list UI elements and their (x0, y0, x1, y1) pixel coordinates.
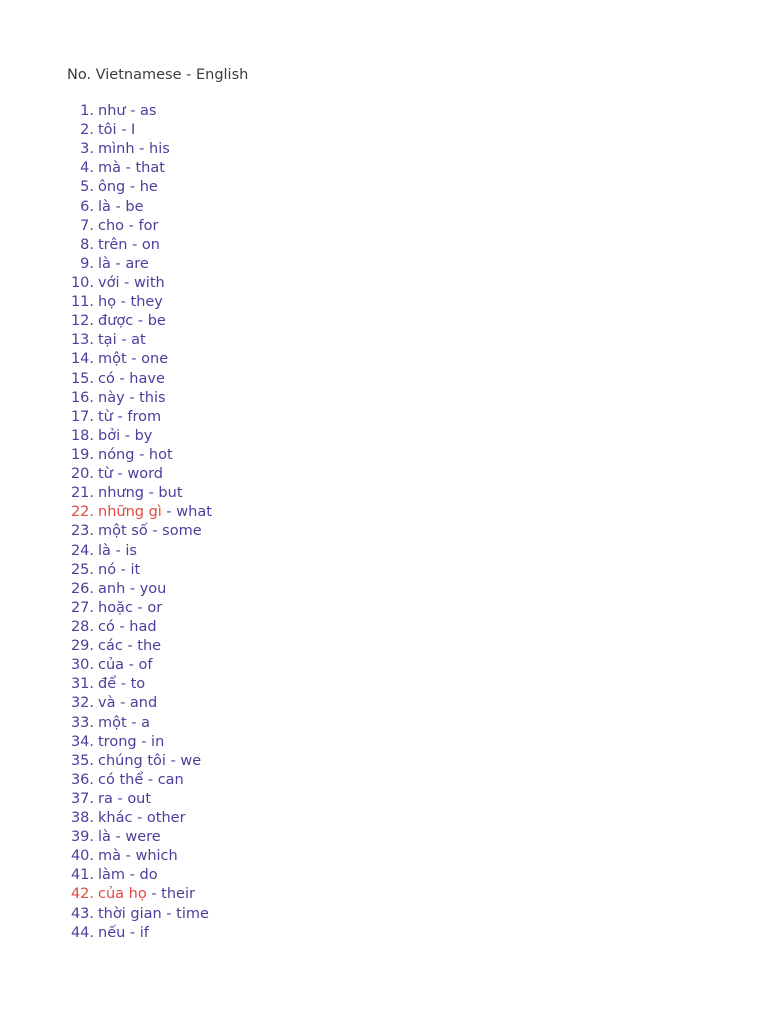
vietnamese-word: nóng (98, 446, 135, 463)
separator: - (120, 695, 126, 712)
separator: - (115, 829, 121, 846)
item-number: 11. (70, 294, 94, 311)
english-word: at (131, 332, 146, 349)
item-number: 32. (70, 695, 94, 712)
item-number: 22. (70, 504, 94, 521)
item-number: 35. (70, 752, 94, 769)
separator: - (117, 408, 123, 425)
separator: - (121, 122, 127, 139)
list-item (0, 446, 212, 465)
separator: - (115, 542, 121, 559)
list-item (0, 866, 212, 885)
vietnamese-word: là (98, 829, 111, 846)
english-word: their (161, 886, 195, 903)
word-list (0, 102, 212, 943)
list-item (0, 255, 212, 274)
item-number: 20. (70, 466, 94, 483)
separator: - (131, 351, 137, 368)
list-item (0, 312, 212, 331)
english-word: word (127, 466, 163, 483)
vietnamese-word: nó (98, 561, 117, 578)
item-number: 36. (70, 771, 94, 788)
list-item (0, 599, 212, 618)
separator: - (129, 580, 136, 597)
item-number: 33. (70, 714, 94, 731)
item-number: 41. (70, 867, 94, 884)
vietnamese-word: mà (98, 848, 122, 865)
item-number: 16. (70, 389, 94, 406)
item-number: 4. (80, 160, 94, 177)
vietnamese-word: khác (98, 810, 133, 827)
vietnamese-word: ông (98, 179, 126, 196)
english-word: were (125, 829, 161, 846)
separator: - (129, 389, 135, 406)
list-item (0, 293, 212, 312)
separator: - (130, 103, 136, 119)
item-number: 39. (70, 829, 94, 846)
item-number: 17. (70, 408, 94, 425)
separator: - (152, 523, 158, 540)
vietnamese-word: những gì (98, 504, 162, 521)
vietnamese-word: một số (98, 523, 148, 540)
list-item (0, 694, 212, 713)
item-number: 30. (70, 657, 94, 674)
english-word: his (149, 141, 170, 158)
separator: - (117, 466, 123, 483)
list-item (0, 809, 212, 828)
english-word: be (147, 313, 166, 330)
item-number: 1. (80, 103, 94, 119)
list-item (0, 331, 212, 350)
english-word: do (139, 867, 158, 884)
english-word: with (133, 274, 165, 291)
vietnamese-word: một (98, 714, 127, 731)
list-item (0, 790, 212, 809)
english-word: be (125, 198, 144, 215)
english-word: of (138, 657, 153, 674)
separator: - (170, 752, 176, 769)
separator: - (120, 294, 126, 311)
item-number: 19. (70, 446, 94, 463)
vietnamese-word: và (98, 695, 116, 712)
vietnamese-word: có (98, 618, 115, 635)
vietnamese-word: trên (98, 236, 128, 253)
item-number: 6. (80, 198, 94, 215)
english-word: which (135, 848, 178, 865)
vietnamese-word: bởi (98, 427, 121, 444)
vietnamese-word: từ (98, 466, 113, 483)
separator: - (166, 905, 172, 922)
separator: - (120, 561, 126, 578)
item-number: 5. (80, 179, 94, 196)
separator: - (137, 313, 144, 330)
list-item (0, 102, 212, 121)
english-word: from (127, 408, 162, 425)
separator: - (128, 657, 134, 674)
item-number: 8. (80, 236, 94, 253)
document-title: No. Vietnamese - English (67, 67, 249, 83)
english-word: what (176, 504, 212, 521)
separator: - (147, 771, 154, 788)
separator: - (124, 427, 130, 444)
item-number: 38. (70, 810, 94, 827)
vietnamese-word: được (98, 313, 134, 330)
vietnamese-word: mà (98, 160, 122, 177)
english-word: out (127, 790, 152, 807)
english-word: it (130, 561, 141, 578)
separator: - (125, 160, 131, 177)
separator: - (119, 370, 125, 387)
item-number: 12. (70, 313, 94, 330)
english-word: we (180, 752, 202, 769)
item-number: 15. (70, 370, 94, 387)
english-word: hot (148, 446, 173, 463)
english-word: as (140, 103, 157, 119)
list-item (0, 370, 212, 389)
english-word: I (131, 122, 136, 139)
list-item (0, 771, 212, 790)
english-word: other (146, 810, 186, 827)
vietnamese-word: chúng tôi (98, 752, 166, 769)
list-item (0, 217, 212, 236)
list-item (0, 733, 212, 752)
list-item (0, 408, 212, 427)
vietnamese-word: tại (98, 332, 117, 349)
item-number: 18. (70, 427, 94, 444)
vietnamese-word: để (98, 676, 117, 693)
item-number: 13. (70, 332, 94, 349)
separator: - (121, 332, 127, 349)
vietnamese-word: của (98, 657, 125, 674)
separator: - (166, 504, 172, 521)
item-number: 23. (70, 523, 94, 540)
list-item (0, 675, 212, 694)
item-number: 29. (70, 638, 94, 655)
vietnamese-word: ra (98, 790, 113, 807)
vietnamese-word: là (98, 542, 111, 559)
separator: - (131, 714, 137, 731)
vietnamese-word: nếu (98, 924, 126, 941)
english-word: or (147, 599, 163, 616)
english-word: one (141, 351, 169, 368)
separator: - (137, 810, 143, 827)
item-number: 21. (70, 485, 94, 502)
vietnamese-word: này (98, 389, 125, 406)
vietnamese-word: là (98, 198, 111, 215)
english-word: had (129, 618, 157, 635)
vietnamese-word: hoặc (98, 599, 133, 616)
list-item (0, 236, 212, 255)
item-number: 2. (80, 122, 94, 139)
vietnamese-word: nhưng (98, 485, 144, 502)
list-item (0, 274, 212, 293)
vietnamese-word: làm (98, 867, 126, 884)
item-number: 3. (80, 141, 94, 158)
separator: - (119, 618, 125, 635)
english-word: that (135, 160, 165, 177)
list-item (0, 847, 212, 866)
separator: - (124, 274, 130, 291)
english-word: in (151, 733, 165, 750)
item-number: 9. (80, 255, 94, 272)
separator: - (115, 255, 121, 272)
item-number: 26. (70, 580, 94, 597)
english-word: but (158, 485, 183, 502)
english-word: by (134, 427, 153, 444)
list-item (0, 905, 212, 924)
english-word: you (139, 580, 167, 597)
separator: - (148, 485, 154, 502)
list-item (0, 542, 212, 561)
separator: - (128, 217, 134, 234)
vietnamese-word: như (98, 103, 126, 119)
english-word: for (138, 217, 159, 234)
vietnamese-word: trong (98, 733, 137, 750)
list-item (0, 350, 212, 369)
english-word: some (162, 523, 202, 540)
vietnamese-word: với (98, 274, 120, 291)
english-word: time (176, 905, 209, 922)
list-item (0, 503, 212, 522)
list-item (0, 484, 212, 503)
list-item (0, 924, 212, 943)
english-word: this (139, 389, 166, 406)
list-item (0, 637, 212, 656)
list-item (0, 178, 212, 197)
list-item (0, 561, 212, 580)
list-item (0, 159, 212, 178)
item-number: 14. (70, 351, 94, 368)
vietnamese-word: có thể (98, 771, 144, 788)
separator: - (139, 446, 145, 463)
separator: - (151, 886, 157, 903)
separator: - (129, 867, 135, 884)
separator: - (141, 733, 147, 750)
separator: - (132, 236, 138, 253)
english-word: on (141, 236, 160, 253)
item-number: 27. (70, 599, 94, 616)
item-number: 37. (70, 790, 94, 807)
item-number: 42. (70, 886, 94, 903)
vietnamese-word: của họ (98, 886, 147, 903)
english-word: he (139, 179, 158, 196)
english-word: have (129, 370, 165, 387)
item-number: 44. (70, 924, 94, 941)
vietnamese-word: các (98, 638, 123, 655)
list-item (0, 465, 212, 484)
list-item (0, 198, 212, 217)
vietnamese-word: anh (98, 580, 126, 597)
separator: - (115, 198, 121, 215)
item-number: 43. (70, 905, 94, 922)
item-number: 7. (80, 217, 94, 234)
item-number: 24. (70, 542, 94, 559)
item-number: 25. (70, 561, 94, 578)
item-number: 10. (70, 274, 94, 291)
vietnamese-word: cho (98, 217, 125, 234)
list-item (0, 618, 212, 637)
english-word: a (141, 714, 151, 731)
list-item (0, 828, 212, 847)
english-word: if (139, 924, 149, 941)
list-item (0, 121, 212, 140)
vietnamese-word: một (98, 351, 127, 368)
vietnamese-word: thời gian (98, 905, 162, 922)
english-word: they (130, 294, 163, 311)
list-item (0, 522, 212, 541)
separator: - (127, 638, 133, 655)
separator: - (129, 179, 136, 196)
vietnamese-word: từ (98, 408, 113, 425)
list-item (0, 885, 212, 904)
separator: - (139, 141, 145, 158)
list-item (0, 580, 212, 599)
item-number: 31. (70, 676, 94, 693)
english-word: and (129, 695, 158, 712)
english-word: to (130, 676, 146, 693)
item-number: 34. (70, 733, 94, 750)
vietnamese-word: là (98, 255, 111, 272)
separator: - (117, 790, 123, 807)
english-word: the (137, 638, 162, 655)
item-number: 28. (70, 618, 94, 635)
separator: - (120, 676, 126, 693)
english-word: is (125, 542, 137, 559)
list-item (0, 427, 212, 446)
list-item (0, 656, 212, 675)
separator: - (129, 924, 136, 941)
list-item (0, 389, 212, 408)
english-word: can (157, 771, 184, 788)
list-item (0, 714, 212, 733)
vietnamese-word: có (98, 370, 115, 387)
vietnamese-word: tôi (98, 122, 117, 139)
english-word: are (125, 255, 149, 272)
separator: - (137, 599, 143, 616)
list-item (0, 140, 212, 159)
list-item (0, 752, 212, 771)
vietnamese-word: họ (98, 294, 117, 311)
item-number: 40. (70, 848, 94, 865)
separator: - (125, 848, 131, 865)
vietnamese-word: mình (98, 141, 135, 158)
